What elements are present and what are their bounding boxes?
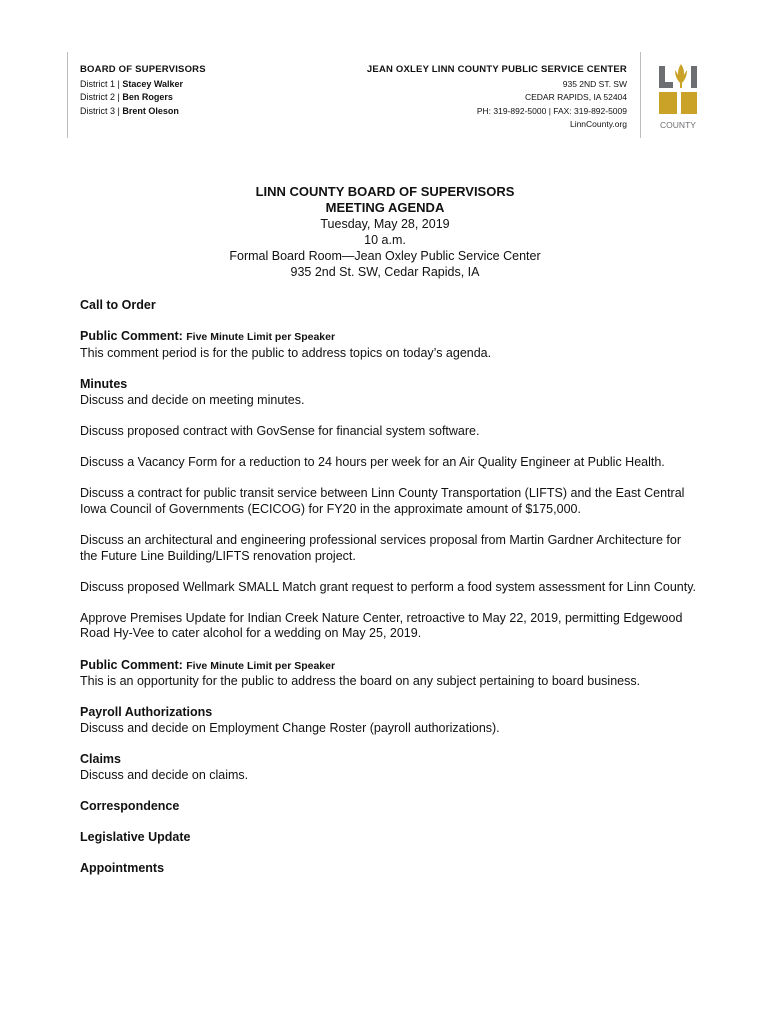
agenda-heading: Appointments bbox=[80, 861, 165, 876]
agenda-subheading: Five Minute Limit per Speaker bbox=[186, 331, 336, 344]
agenda-item bbox=[80, 455, 700, 471]
phone-fax-line: PH: 319-892-5000 | FAX: 319-892-5009 bbox=[476, 105, 627, 116]
meeting-date: Tuesday, May 28, 2019 bbox=[320, 217, 450, 231]
agenda-item bbox=[80, 533, 700, 564]
agenda-heading: Correspondence bbox=[80, 799, 180, 813]
agenda-text: This comment period is for the public to address topics on today’s agenda. bbox=[80, 345, 492, 360]
agenda-item bbox=[80, 861, 700, 877]
district-line: District 3 | Brent Oleson bbox=[80, 105, 179, 116]
agenda-item bbox=[80, 580, 700, 596]
agenda-heading: Claims bbox=[80, 752, 121, 767]
header-right-rule bbox=[640, 52, 641, 138]
agenda-text: Discuss an architectural and engineering professional services proposal from Martin Gardner Architecture for the Future Line Building/LIFTS renovation project. bbox=[80, 532, 681, 563]
page-subtitle: MEETING AGENDA bbox=[325, 200, 445, 215]
agenda-text: Discuss and decide on Employment Change Roster (payroll authorizations). bbox=[80, 721, 500, 736]
page-title: LINN COUNTY BOARD OF SUPERVISORS bbox=[255, 184, 515, 199]
agenda-body bbox=[80, 298, 700, 893]
board-info bbox=[80, 63, 206, 118]
agenda-item bbox=[80, 705, 700, 736]
supervisor-name: Stacey Walker bbox=[122, 78, 184, 89]
meeting-time: 10 a.m. bbox=[364, 233, 406, 247]
agenda-item bbox=[80, 830, 700, 846]
agenda-text: Discuss proposed contract with GovSense for financial system software. bbox=[80, 423, 480, 438]
agenda-text: Approve Premises Update for Indian Creek Nature Center, retroactive to May 22, 2019, permitting Edgewood Road Hy-Vee to cater alcohol for a wedding on May 25, 2019. bbox=[80, 610, 683, 641]
agenda-heading: Legislative Update bbox=[80, 830, 191, 845]
agenda-text: Discuss a contract for public transit service between Linn County Transportation (LIFTS) and the East Central Iowa Council of Governments (ECICOG) for FY20 in the approximate amount of $175,000. bbox=[80, 486, 685, 516]
agenda-item bbox=[80, 329, 700, 361]
agenda-subheading: Five Minute Limit per Speaker bbox=[186, 659, 336, 672]
service-center-info bbox=[367, 63, 627, 132]
svg-text:COUNTY: COUNTY bbox=[660, 120, 696, 130]
agenda-item bbox=[80, 611, 700, 642]
supervisor-name: Brent Oleson bbox=[122, 105, 179, 116]
agenda-heading: Payroll Authorizations bbox=[80, 705, 213, 720]
agenda-title-block bbox=[0, 184, 770, 280]
agenda-text: Discuss and decide on meeting minutes. bbox=[80, 392, 305, 407]
agenda-heading: Minutes bbox=[80, 376, 128, 391]
website-line: LinnCounty.org bbox=[569, 119, 627, 129]
agenda-heading: Call to Order bbox=[80, 298, 156, 312]
meeting-location: Formal Board Room—Jean Oxley Public Service Center bbox=[229, 249, 541, 263]
service-center-title: JEAN OXLEY LINN COUNTY PUBLIC SERVICE CENTER bbox=[366, 64, 627, 75]
agenda-item bbox=[80, 752, 700, 783]
agenda-item bbox=[80, 377, 700, 408]
district-line: District 2 | Ben Rogers bbox=[80, 92, 173, 102]
agenda-text: Discuss a Vacancy Form for a reduction to 24 hours per week for an Air Quality Engineer at Public Health. bbox=[80, 454, 665, 469]
agenda-text: Discuss and decide on claims. bbox=[80, 767, 249, 782]
district-line: District 1 | Stacey Walker bbox=[80, 78, 184, 89]
agenda-item bbox=[80, 799, 700, 815]
address-line: CEDAR RAPIDS, IA 52404 bbox=[524, 92, 627, 102]
address-line: 935 2ND ST. SW bbox=[562, 78, 627, 89]
header-left-rule bbox=[67, 52, 68, 138]
board-title: BOARD OF SUPERVISORS bbox=[80, 64, 206, 75]
meeting-address: 935 2nd St. SW, Cedar Rapids, IA bbox=[290, 265, 480, 279]
linn-county-logo bbox=[651, 60, 705, 132]
agenda-item bbox=[80, 424, 700, 440]
supervisor-name: Ben Rogers bbox=[122, 92, 173, 102]
agenda-heading: Public Comment: bbox=[80, 329, 187, 344]
agenda-item bbox=[80, 486, 700, 517]
agenda-item bbox=[80, 298, 700, 314]
agenda-text: Discuss proposed Wellmark SMALL Match grant request to perform a food system assessment for Linn County. bbox=[80, 579, 697, 594]
agenda-item bbox=[80, 658, 700, 690]
agenda-text: This is an opportunity for the public to address the board on any subject pertaining to board business. bbox=[80, 674, 641, 689]
agenda-heading: Public Comment: bbox=[80, 657, 187, 672]
